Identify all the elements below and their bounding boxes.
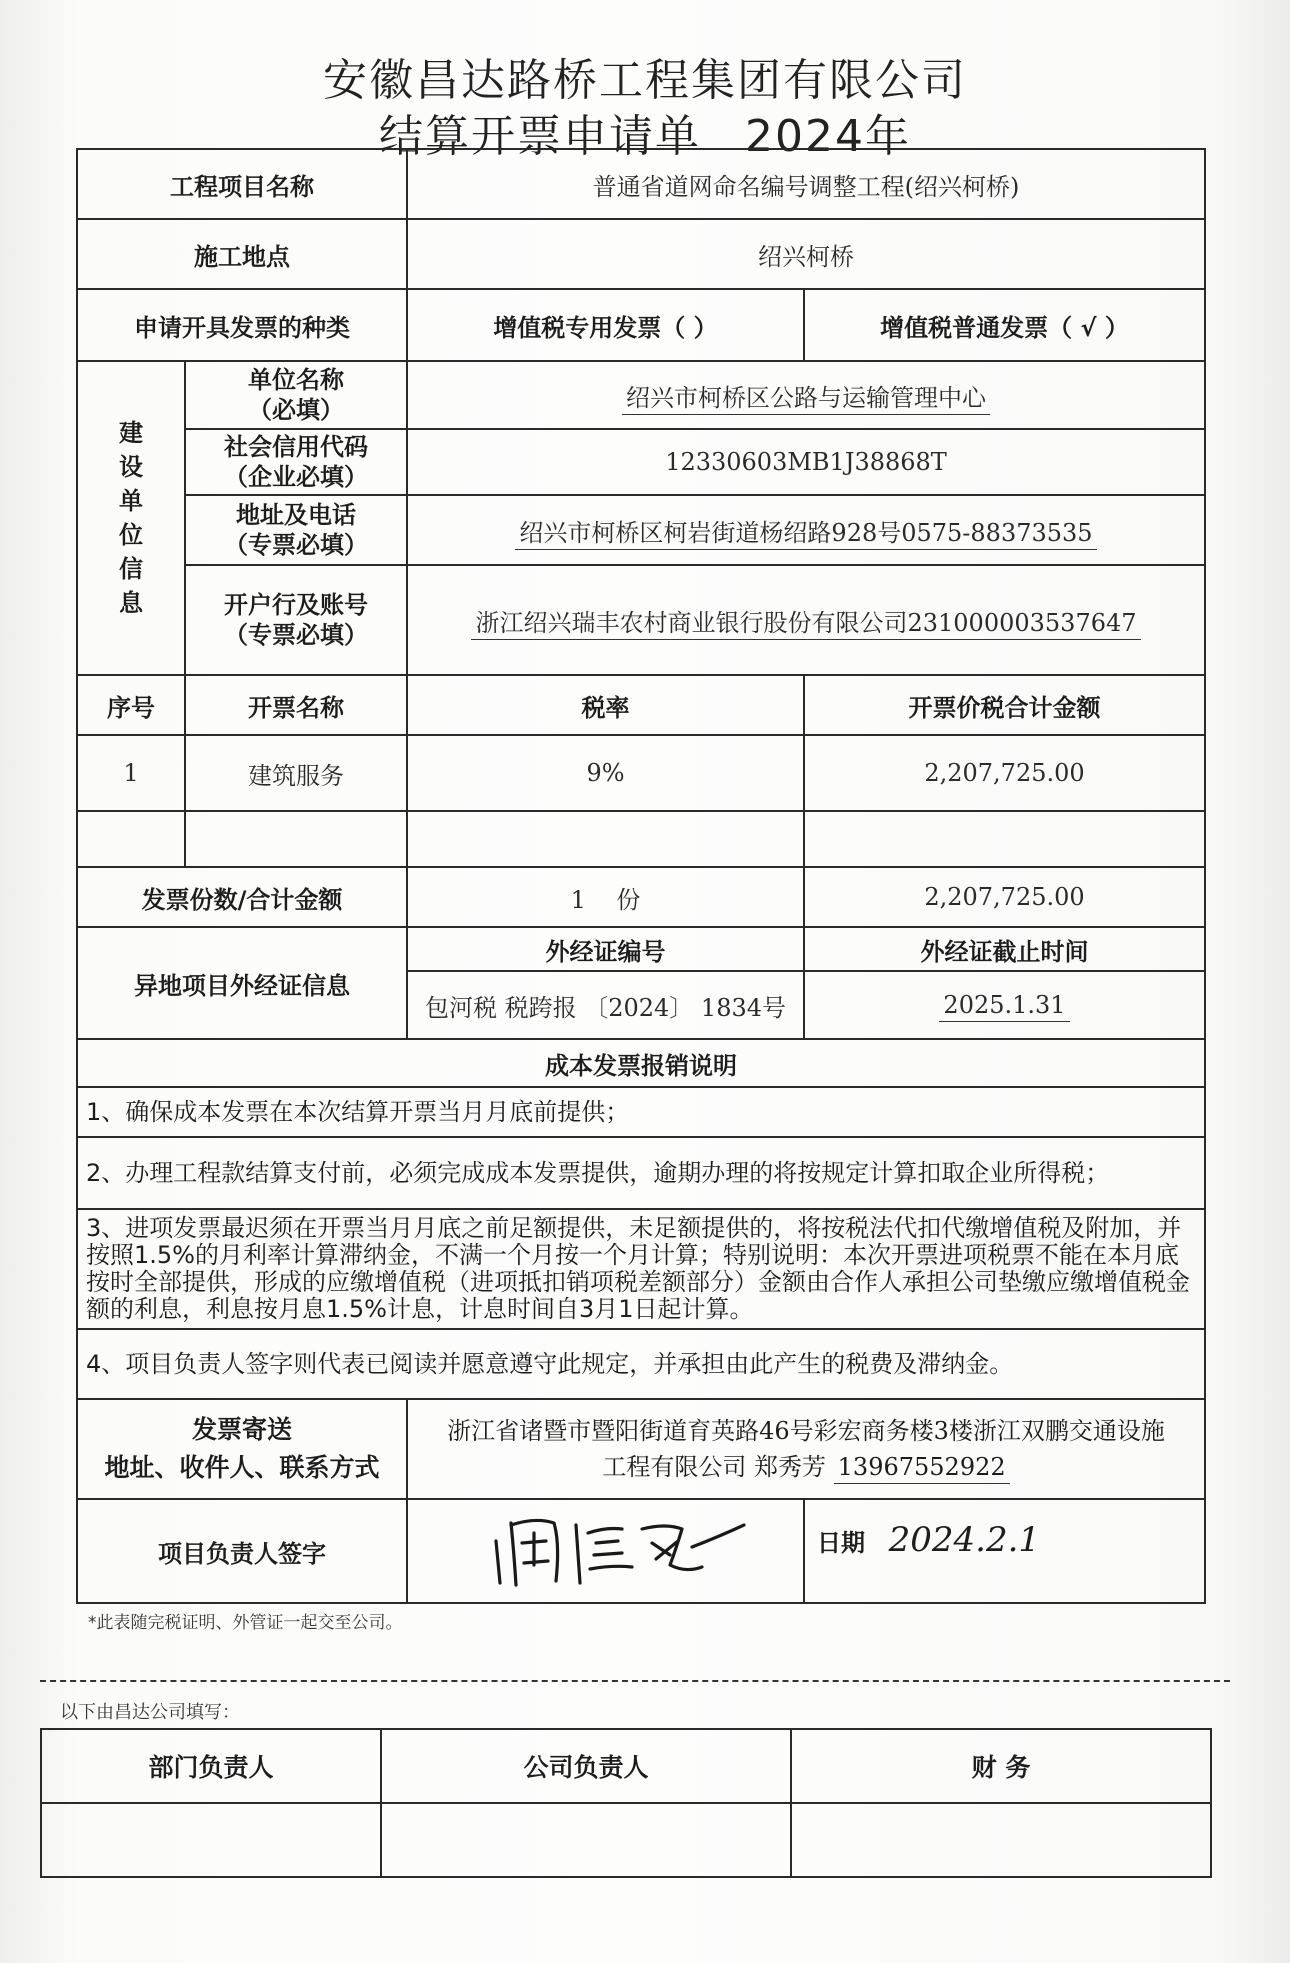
- notes-title-row: [77, 1039, 1205, 1087]
- item-rate: 9%: [407, 735, 804, 811]
- outside-header-row: [77, 927, 1205, 971]
- col-header-name: 开票名称: [185, 675, 407, 735]
- credit-code-row: [77, 429, 1205, 495]
- item-amount: 2,207,725.00: [804, 735, 1205, 811]
- internal-approval-table: [40, 1728, 1212, 1878]
- note-row: [77, 1137, 1205, 1209]
- dept-head-sign: [41, 1803, 381, 1877]
- note-4: 4、项目负责人签字则代表已阅读并愿意遵守此规定，并承担由此产生的税费及滞纳金。: [77, 1329, 1205, 1399]
- totals-count: 1 份: [407, 867, 804, 927]
- cert-no-value: 包河税 税跨报 〔2024〕 1834号: [407, 971, 804, 1039]
- notes-title: 成本发票报销说明: [77, 1039, 1205, 1087]
- items-header-row: [77, 675, 1205, 735]
- signature-image: [456, 1503, 756, 1593]
- note-row: [77, 1209, 1205, 1329]
- finance-label: 财 务: [791, 1729, 1211, 1803]
- date-field: [804, 1499, 1205, 1603]
- table-row: [77, 735, 1205, 811]
- invoice-type-row: [77, 289, 1205, 361]
- finance-sign: [791, 1803, 1211, 1877]
- builder-section-label: 建 设 单 位 信 息: [77, 361, 185, 675]
- mailing-label: 发票寄送 地址、收件人、联系方式: [77, 1399, 407, 1499]
- totals-label: 发票份数/合计金额: [77, 867, 407, 927]
- internal-fill-note: 以下由昌达公司填写：: [60, 1702, 240, 1723]
- note-2: 2、办理工程款结算支付前，必须完成成本发票提供，逾期办理的将按规定计算扣取企业所得税；: [77, 1137, 1205, 1209]
- internal-sign-row: [41, 1803, 1211, 1877]
- invoice-type-label: 申请开具发票的种类: [77, 289, 407, 361]
- unit-name-value: 绍兴市柯桥区公路与运输管理中心: [407, 361, 1205, 429]
- note-row: [77, 1329, 1205, 1399]
- outside-label: 异地项目外经证信息: [77, 927, 407, 1039]
- internal-header-row: [41, 1729, 1211, 1803]
- site-label: 施工地点: [77, 219, 407, 289]
- project-name-value: 普通省道网命名编号调整工程(绍兴柯桥): [407, 149, 1205, 219]
- item-name: 建筑服务: [185, 735, 407, 811]
- col-header-seq: 序号: [77, 675, 185, 735]
- ordinary-invoice-option: 增值税普通发票（ √ ）: [804, 289, 1205, 361]
- form-title-text: 结算开票申请单: [379, 111, 701, 162]
- deadline-value: 2025.1.31: [804, 971, 1205, 1039]
- dept-head-label: 部门负责人: [41, 1729, 381, 1803]
- table-row: [77, 811, 1205, 867]
- note-1: 1、确保成本发票在本次结算开票当月月底前提供；: [77, 1087, 1205, 1137]
- company-head-label: 公司负责人: [381, 1729, 791, 1803]
- cert-no-label: 外经证编号: [407, 927, 804, 971]
- address-label: 地址及电话 （专票必填）: [185, 495, 407, 565]
- note-3: 3、进项发票最迟须在开票当月月底之前足额提供，未足额提供的，将按税法代扣代缴增值税及附加，并按照1.5%的月利率计算滞纳金，不满一个月按一个月计算；特别说明：本次开票进项税票不能在本月底按时全部提供，形成的应缴增值税（进项抵扣销项税差额部分）金额由合作人承担公司垫缴应缴增值税金额的利息，利息按月息1.5%计息，计息时间自3月1日起计算。: [77, 1209, 1205, 1329]
- unit-name-label: 单位名称 （必填）: [185, 361, 407, 429]
- site-value: 绍兴柯桥: [407, 219, 1205, 289]
- application-table: [76, 148, 1206, 1604]
- item-name: [185, 811, 407, 867]
- form-year: 2024年: [745, 111, 911, 162]
- builder-unit-row: [77, 361, 1205, 429]
- totals-row: [77, 867, 1205, 927]
- note-row: [77, 1087, 1205, 1137]
- company-title: 安徽昌达路桥工程集团有限公司: [323, 55, 967, 106]
- col-header-rate: 税率: [407, 675, 804, 735]
- mailing-row: [77, 1399, 1205, 1499]
- company-head-sign: [381, 1803, 791, 1877]
- project-name-row: [77, 149, 1205, 219]
- address-row: [77, 495, 1205, 565]
- deadline-label: 外经证截止时间: [804, 927, 1205, 971]
- bank-value: 浙江绍兴瑞丰农村商业银行股份有限公司231000003537647: [407, 565, 1205, 675]
- address-value: 绍兴市柯桥区柯岩街道杨绍路928号0575-88373535: [407, 495, 1205, 565]
- item-seq: [77, 811, 185, 867]
- project-name-label: 工程项目名称: [77, 149, 407, 219]
- signature-label: 项目负责人签字: [77, 1499, 407, 1603]
- mailing-phone: 13967552922: [834, 1453, 1010, 1484]
- credit-code-label: 社会信用代码 （企业必填）: [185, 429, 407, 495]
- signature-field: [407, 1499, 804, 1603]
- mailing-address: 浙江省诸暨市暨阳街道育英路46号彩宏商务楼3楼浙江双鹏交通设施 工程有限公司 郑秀芳 13967552922: [407, 1399, 1205, 1499]
- date-value: 2024.2.1: [888, 1520, 1041, 1560]
- item-rate: [407, 811, 804, 867]
- date-label: 日期: [817, 1529, 865, 1557]
- bank-label: 开户行及账号 （专票必填）: [185, 565, 407, 675]
- item-amount: [804, 811, 1205, 867]
- bank-row: [77, 565, 1205, 675]
- signature-row: [77, 1499, 1205, 1603]
- footnote: *此表随完税证明、外管证一起交至公司。: [88, 1613, 403, 1633]
- cut-line: [40, 1680, 1230, 1682]
- site-row: [77, 219, 1205, 289]
- item-seq: 1: [77, 735, 185, 811]
- totals-amount: 2,207,725.00: [804, 867, 1205, 927]
- col-header-amount: 开票价税合计金额: [804, 675, 1205, 735]
- credit-code-value: 12330603MB1J38868T: [407, 429, 1205, 495]
- special-invoice-option: 增值税专用发票（ ）: [407, 289, 804, 361]
